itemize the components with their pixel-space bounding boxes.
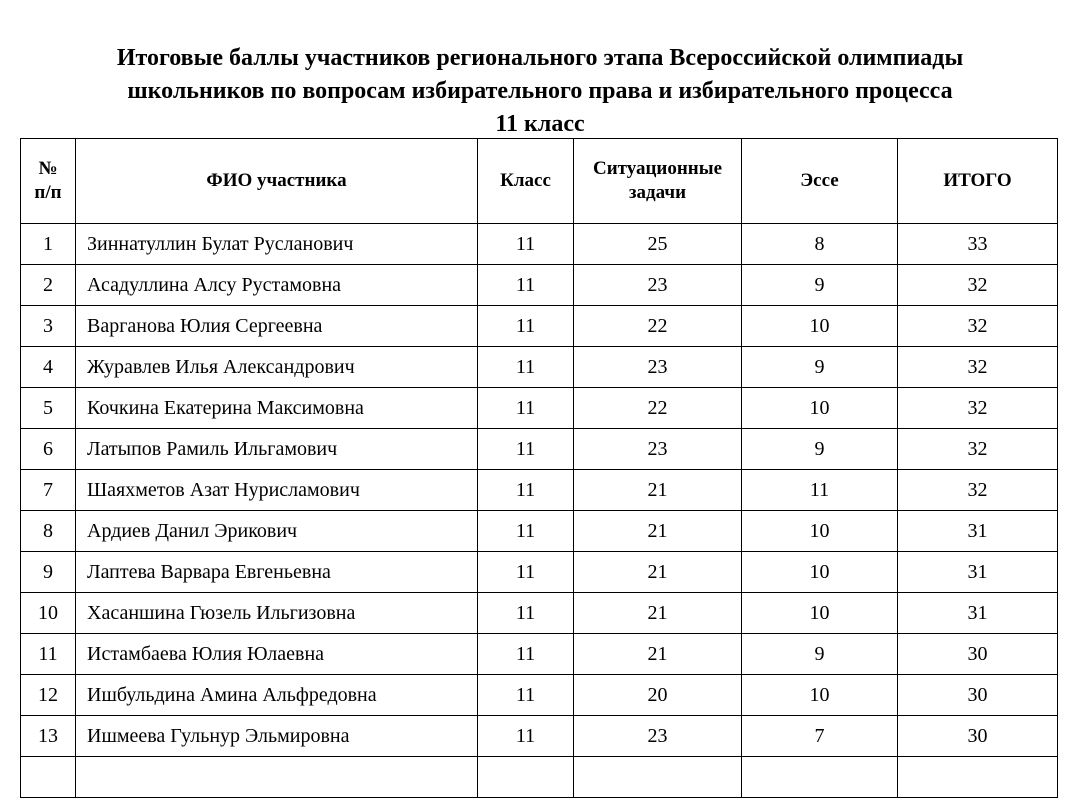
cell-class: 11 (478, 265, 574, 306)
results-table (20, 138, 1058, 798)
empty-cell (478, 757, 574, 798)
cell-number: 5 (21, 388, 76, 429)
cell-class: 11 (478, 716, 574, 757)
cell-essay: 9 (742, 429, 898, 470)
cell-essay: 10 (742, 552, 898, 593)
table-row (21, 265, 1058, 306)
cell-essay: 11 (742, 470, 898, 511)
cell-total: 31 (898, 511, 1058, 552)
cell-number: 9 (21, 552, 76, 593)
cell-name: Хасаншина Гюзель Ильгизовна (76, 593, 478, 634)
cell-number: 11 (21, 634, 76, 675)
empty-cell (574, 757, 742, 798)
cell-essay: 10 (742, 306, 898, 347)
cell-name: Журавлев Илья Александрович (76, 347, 478, 388)
cell-class: 11 (478, 675, 574, 716)
cell-name: Лаптева Варвара Евгеньевна (76, 552, 478, 593)
header-number (21, 139, 76, 224)
cell-total: 33 (898, 224, 1058, 265)
header-name: ФИО участника (76, 139, 478, 224)
cell-name: Ардиев Данил Эрикович (76, 511, 478, 552)
cell-essay: 9 (742, 265, 898, 306)
cell-class: 11 (478, 429, 574, 470)
table-row (21, 593, 1058, 634)
table-row (21, 511, 1058, 552)
header-number-line2: п/п (34, 182, 62, 203)
table-body (21, 224, 1058, 798)
header-total: ИТОГО (898, 139, 1058, 224)
cell-name: Латыпов Рамиль Ильгамович (76, 429, 478, 470)
table-row (21, 634, 1058, 675)
table-row (21, 347, 1058, 388)
cell-essay: 10 (742, 511, 898, 552)
cell-situational: 25 (574, 224, 742, 265)
cell-situational: 22 (574, 388, 742, 429)
cell-number: 6 (21, 429, 76, 470)
cell-class: 11 (478, 634, 574, 675)
empty-cell (898, 757, 1058, 798)
cell-total: 32 (898, 388, 1058, 429)
cell-class: 11 (478, 470, 574, 511)
table-row (21, 470, 1058, 511)
cell-essay: 9 (742, 347, 898, 388)
cell-number: 4 (21, 347, 76, 388)
cell-situational: 22 (574, 306, 742, 347)
table-header-row (21, 139, 1058, 224)
cell-total: 31 (898, 593, 1058, 634)
cell-situational: 23 (574, 716, 742, 757)
table-row (21, 388, 1058, 429)
cell-total: 30 (898, 675, 1058, 716)
cell-essay: 8 (742, 224, 898, 265)
cell-situational: 21 (574, 593, 742, 634)
cell-total: 31 (898, 552, 1058, 593)
header-class: Класс (478, 139, 574, 224)
cell-essay: 10 (742, 388, 898, 429)
cell-class: 11 (478, 224, 574, 265)
header-situational (574, 139, 742, 224)
cell-total: 32 (898, 306, 1058, 347)
table-row (21, 716, 1058, 757)
empty-cell (742, 757, 898, 798)
cell-number: 13 (21, 716, 76, 757)
cell-essay: 10 (742, 593, 898, 634)
cell-situational: 23 (574, 265, 742, 306)
cell-class: 11 (478, 552, 574, 593)
header-essay: Эссе (742, 139, 898, 224)
cell-name: Ишмеева Гульнур Эльмировна (76, 716, 478, 757)
cell-total: 32 (898, 347, 1058, 388)
cell-number: 7 (21, 470, 76, 511)
title-line-2: школьников по вопросам избирательного права и избирательного процесса (127, 78, 953, 104)
cell-total: 32 (898, 470, 1058, 511)
empty-cell (76, 757, 478, 798)
header-situational-line2: задачи (628, 182, 687, 203)
cell-number: 3 (21, 306, 76, 347)
cell-name: Ишбульдина Амина Альфредовна (76, 675, 478, 716)
cell-class: 11 (478, 388, 574, 429)
document-title (0, 42, 1080, 141)
title-grade: 11 класс (495, 111, 585, 137)
table-row (21, 552, 1058, 593)
cell-total: 30 (898, 716, 1058, 757)
cell-name: Кочкина Екатерина Максимовна (76, 388, 478, 429)
cell-situational: 23 (574, 347, 742, 388)
cell-name: Истамбаева Юлия Юлаевна (76, 634, 478, 675)
cell-number: 8 (21, 511, 76, 552)
header-number-line1: № (38, 158, 58, 179)
table-row (21, 306, 1058, 347)
cell-number: 1 (21, 224, 76, 265)
cell-essay: 9 (742, 634, 898, 675)
cell-class: 11 (478, 511, 574, 552)
title-line-1: Итоговые баллы участников регионального этапа Всероссийской олимпиады (116, 45, 964, 71)
cell-situational: 21 (574, 634, 742, 675)
cell-name: Варганова Юлия Сергеевна (76, 306, 478, 347)
header-situational-line1: Ситуационные (592, 158, 723, 179)
table-row (21, 224, 1058, 265)
cell-situational: 20 (574, 675, 742, 716)
table-row-partial (21, 757, 1058, 798)
cell-number: 2 (21, 265, 76, 306)
cell-name: Шаяхметов Азат Нурисламович (76, 470, 478, 511)
cell-essay: 10 (742, 675, 898, 716)
cell-class: 11 (478, 306, 574, 347)
cell-total: 30 (898, 634, 1058, 675)
cell-situational: 21 (574, 552, 742, 593)
cell-situational: 21 (574, 511, 742, 552)
cell-total: 32 (898, 265, 1058, 306)
table-row (21, 675, 1058, 716)
cell-number: 10 (21, 593, 76, 634)
empty-cell (21, 757, 76, 798)
cell-total: 32 (898, 429, 1058, 470)
cell-name: Асадуллина Алсу Рустамовна (76, 265, 478, 306)
table-row (21, 429, 1058, 470)
cell-situational: 23 (574, 429, 742, 470)
cell-class: 11 (478, 347, 574, 388)
cell-name: Зиннатуллин Булат Русланович (76, 224, 478, 265)
cell-situational: 21 (574, 470, 742, 511)
cell-essay: 7 (742, 716, 898, 757)
cell-number: 12 (21, 675, 76, 716)
cell-class: 11 (478, 593, 574, 634)
